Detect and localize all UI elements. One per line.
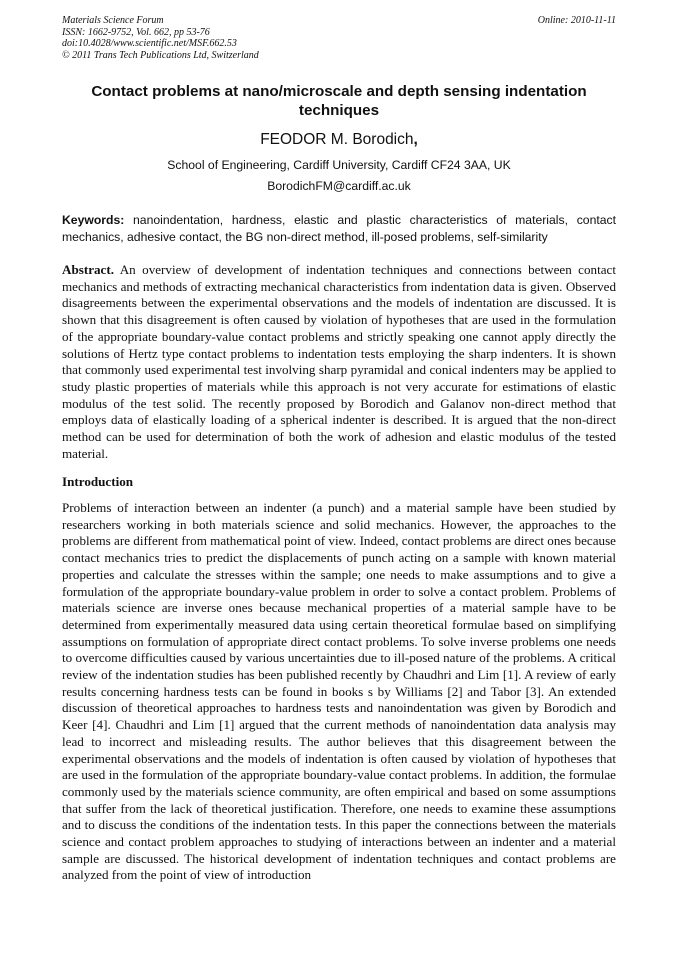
- author-line: [62, 130, 616, 149]
- author-name: FEODOR M. Borodich: [260, 131, 414, 148]
- journal-info: [62, 15, 616, 61]
- online-date: Online: 2010-11-11: [537, 15, 616, 26]
- keywords-text: nanoindentation, hardness, elastic and plastic characteristics of materials, contact mechanics, adhesive contact, the BG non-direct method, ill-posed problems, self-similarity: [62, 213, 616, 244]
- issn-line: ISSN: 1662-9752, Vol. 662, pp 53-76: [62, 26, 210, 38]
- section-heading-introduction: Introduction: [62, 474, 134, 489]
- author-affiliation: School of Engineering, Cardiff University, Cardiff CF24 3AA, UK: [167, 158, 511, 172]
- author-comma: ,: [413, 131, 418, 148]
- author-email: BorodichFM@cardiff.ac.uk: [267, 179, 411, 193]
- copyright-line: © 2011 Trans Tech Publications Ltd, Switzerland: [62, 49, 259, 61]
- abstract-text: An overview of development of indentation techniques and connections between contact mechanics and methods of extracting mechanical characteristics from indentation data is given. Observed disagreements between the experimental observations and the models of indentation are discussed. It is shown that this disagreement is often caused by violation of hypotheses that are used in the formulation of the appropriate boundary-value contact problems and strictly speaking one cannot apply directly the solutions of Hertz type contact problems to indentation tests employing the sharp indenters. It is shown that commonly used experimental test involving sharp pyramidal and conical indenters may be applied to study plastic properties of materials while this approach is not very accurate for estimations of elastic modulus of the test solid. The recently proposed by Borodich and Galanov non-direct method that employs data of elastically loading of a spherical indenter is described. It is argued that the non-direct method can be used for determination of both the work of adhesion and elastic modulus of the tested material.: [62, 262, 616, 461]
- journal-name: Materials Science Forum: [62, 15, 164, 26]
- abstract-block: [62, 262, 616, 462]
- keywords-label: Keywords:: [62, 213, 125, 227]
- journal-header: [62, 15, 616, 61]
- doi-line: doi:10.4028/www.scientific.net/MSF.662.53: [62, 38, 237, 49]
- abstract-label: Abstract.: [62, 262, 114, 277]
- keywords-block: [62, 212, 616, 245]
- introduction-paragraph: Problems of interaction between an indenter (a punch) and a material sample have been studied by researchers working in both materials science and solid mechanics. However, the approaches to the problems are different from mathematical point of view. Indeed, contact problems are direct ones because contact mechanics tries to predict the displacements of punch acting on a sample with known material properties and calculate the stresses within the sample; one needs to make assumptions and to give a formulation of the appropriate boundary-value problem in order to solve a contact problem. Problems of materials science are inverse ones because mechanical properties of a material sample have to be determined from experimentally measured data using certain theoretical formulae based on simplifying assumptions on formulation of appropriate direct contact problems. To solve inverse problems one needs to overcome difficulties caused by various uncertainties due to ill-posed nature of the problems. A critical review of the indentation studies has been published recently by Chaudhri and Lim [1]. A review of early results concerning hardness tests can be found in books s by Williams [2] and Tabor [3]. An extended discussion of theoretical approaches to hardness tests and nanoindentation was given by Borodich and Keer [4]. Chaudhri and Lim [1] argued that the current methods of nanoindentation data analysis may lead to incorrect and misleading results. The author believes that this disagreement between the experimental observations and the models of indentation is often caused by violation of hypotheses that are used in the formulation of the appropriate boundary-value contact problems. In addition, the formulae commonly used by the materials science community, are often empirical and based on some assumptions that suffer from the lack of theoretical justification. Therefore, one needs to examine these assumptions and to discuss the conditions of the indentation tests. In this paper the connections between the materials science and contact problem approaches to studying of interactions between an indenter and a material sample are discussed. The historical development of indentation techniques and contact problems are analyzed from the point of view of introduction: [62, 500, 616, 883]
- paper-title: Contact problems at nano/microscale and depth sensing indentation techniques: [91, 83, 587, 119]
